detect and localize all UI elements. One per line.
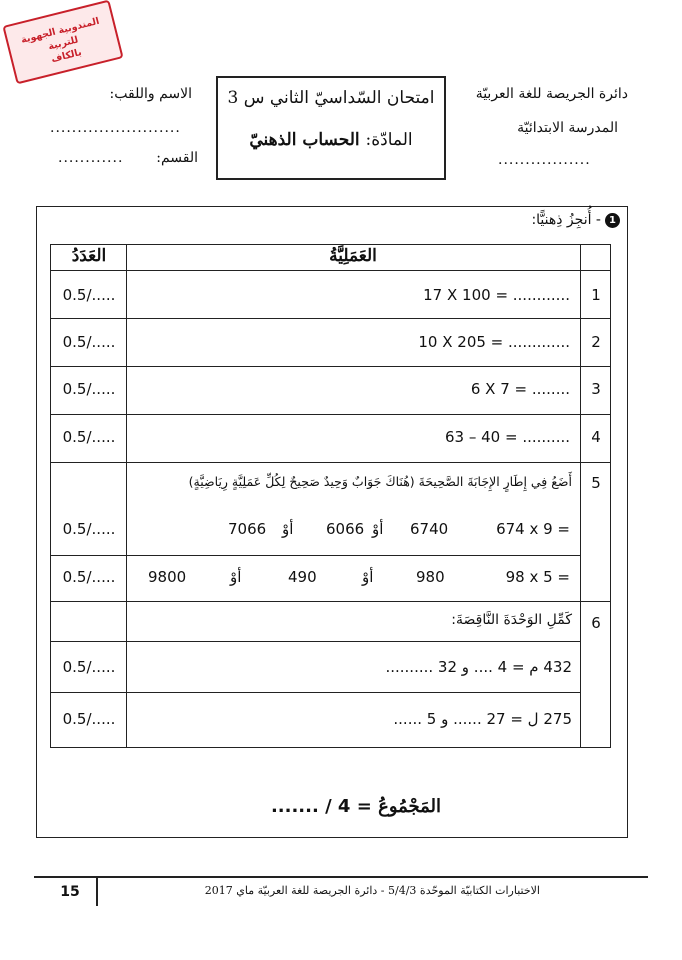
total-value: ....... / 4 [270,796,351,817]
class-label: القسم: [156,150,198,166]
row-1-score: 0.5/..... [62,286,116,304]
subject-line [218,130,444,150]
question-label: - أُنجِزُ ذِهنيًّا: [531,212,601,228]
stamp-line-1: المندوبية الجهوية للتربية [19,15,101,53]
row-5b-or-2: أوْ [230,568,242,586]
page-number: 15 [60,884,80,900]
operation-column-header: العَمَلِيَّةُ [329,246,377,266]
row-5a-or-2: أوْ [282,520,294,538]
row-3-score: 0.5/..... [62,380,116,398]
total-label: المَجْمُوعُ [378,796,442,817]
row-4-score: 0.5/..... [62,428,116,446]
exam-title: امتحان السّداسيّ الثاني س 3 [227,88,435,108]
row-6a-conversion: 432 م = 4 .... و 32 .......... [385,658,572,676]
row-5a-expression: 674 x 9 = [496,520,570,538]
stamp-line-2: بالكاف [50,47,83,66]
footer-text: الاختبارات الكتابيّة الموحّدة 5/4/3 - دائرة الجريصة للغة العربيّة ماي 2017 [204,884,540,897]
name-dots: ........................ [50,120,181,136]
row-1-operation: 17 X 100 = ............ [423,286,570,304]
total-score: ....... / 4 = المَجْمُوعُ [270,796,442,817]
district-name: دائرة الجريصة للغة العربيّة [475,86,628,102]
row-6a-score: 0.5/..... [62,658,116,676]
score-column-header: العَدَدُ [71,246,107,266]
footer-divider [34,876,648,878]
row-4-operation: 63 – 40 = .......... [445,428,570,446]
row-4-index: 4 [591,428,601,446]
row-6b-conversion: 275 ل = 27 ...... و 5 ...... [393,710,572,728]
row-5b-option-1[interactable]: 980 [416,568,445,586]
row-5a-or-1: أوْ [372,520,384,538]
row-5a-option-2[interactable]: 6066 [326,520,365,538]
row-5a-option-3[interactable]: 7066 [228,520,267,538]
row-2-index: 2 [591,333,601,351]
row-5b-option-2[interactable]: 490 [288,568,317,586]
question-1-heading [494,212,620,228]
row-5b-or-1: أوْ [362,568,374,586]
school-name: المدرسة الابتدائيّة [517,120,618,136]
row-5b-option-3[interactable]: 9800 [148,568,187,586]
row-1-index: 1 [591,286,601,304]
subject-value: الحساب الذهنيّ [249,130,360,150]
name-label: الاسم واللقب: [109,86,192,102]
row-2-score: 0.5/..... [62,333,116,351]
class-dots: ............ [58,150,124,166]
row-3-index: 3 [591,380,601,398]
school-dots: ................. [498,152,591,168]
row-6-instruction: كَمِّلِ الوَحْدَةَ النَّاقِصَةَ: [451,612,572,628]
official-stamp [2,0,123,84]
row-5b-score: 0.5/..... [62,568,116,586]
row-3-operation: 6 X 7 = ........ [470,380,570,398]
row-6-index: 6 [591,614,601,632]
footer-separator [96,876,98,906]
row-5-instruction: أَضَعُ فِي إِطَارٍ الإِجَابَةَ الصَّحِيحَةَ (هُنَاكَ جَوَابٌ وَحِيدٌ صَحِيحٌ لِكُلِّ عَمَلِيَّةٍ رِيَاضِيَّةٍ) [188,474,572,489]
row-5b-expression: 98 x 5 = [505,568,570,586]
subject-label: المادّة: [365,130,413,150]
exam-title-box [216,76,446,180]
row-5a-option-1[interactable]: 6740 [410,520,449,538]
question-number-badge: 1 [605,213,620,228]
row-5a-score: 0.5/..... [62,520,116,538]
row-5-index: 5 [591,474,601,492]
row-6b-score: 0.5/..... [62,710,116,728]
row-2-operation: 10 X 205 = ............. [418,333,570,351]
